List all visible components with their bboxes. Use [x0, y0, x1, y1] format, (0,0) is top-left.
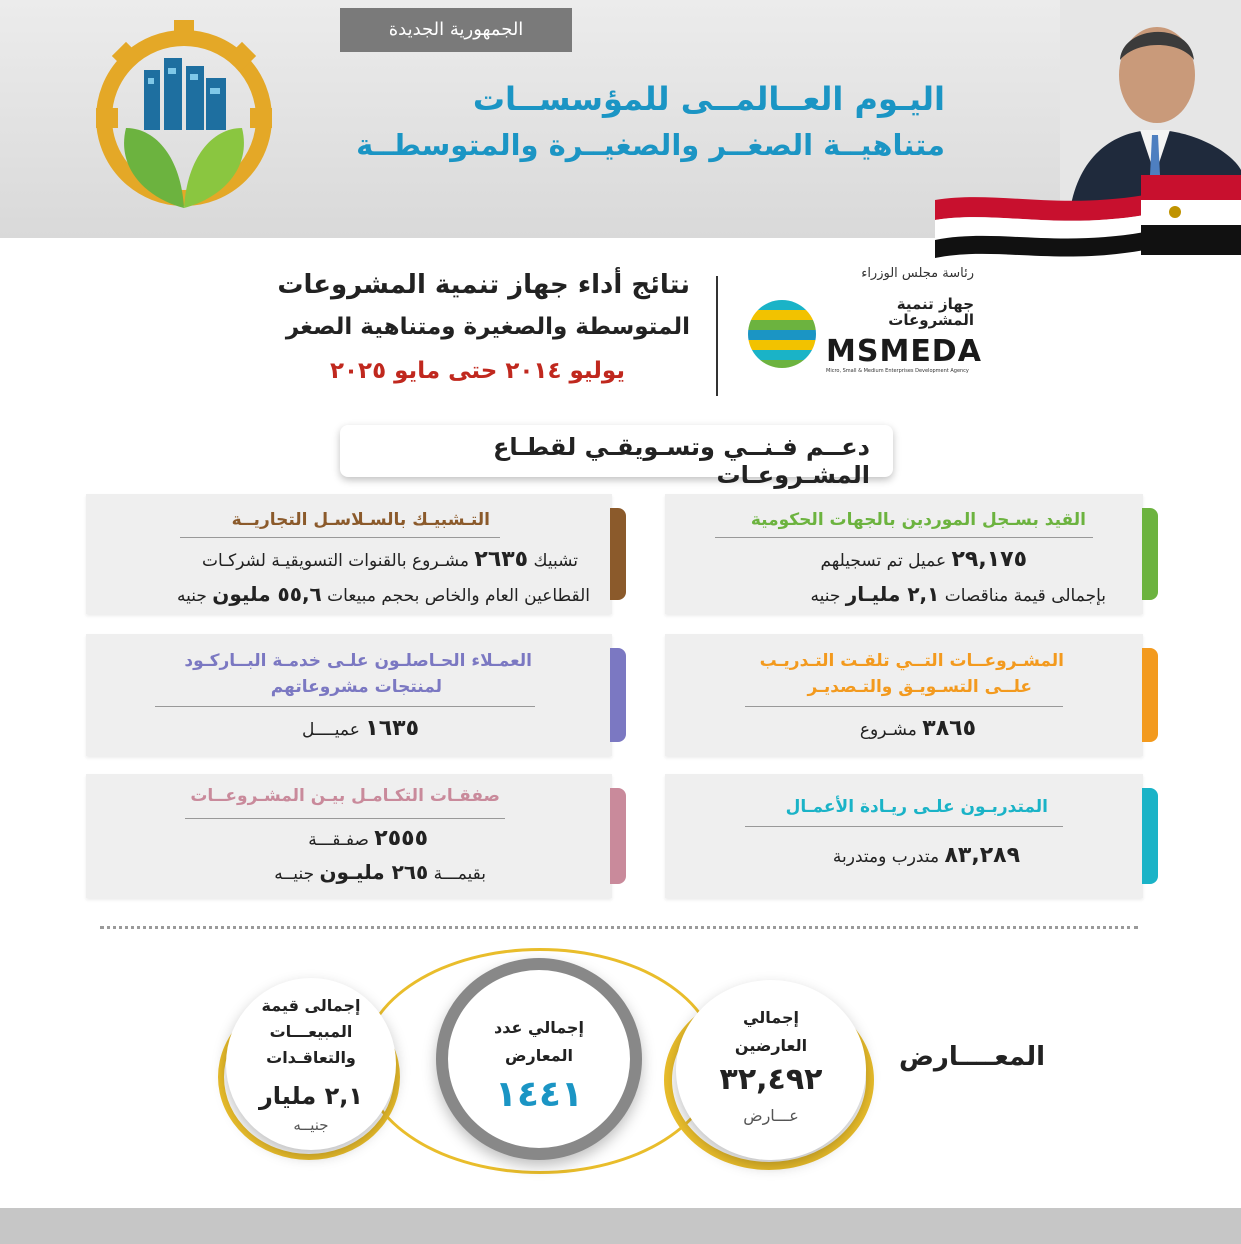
card-integration-line1 [200, 826, 428, 851]
integration-line2-prefix: بقيمـــة [433, 864, 486, 884]
card-networking-rule [180, 537, 500, 538]
card-networking-accent [610, 508, 626, 600]
card-barcode-title-line2: لمنتجات مشروعاتهم [270, 677, 442, 697]
org-name-english-full: Micro, Small & Medium Enterprises Development Agency [826, 368, 969, 374]
results-title-line1: نتائج أداء جهاز تنمية المشروعات [277, 270, 690, 300]
card-entrepreneurship-line1 [700, 843, 1020, 868]
sales-circle [226, 978, 396, 1150]
sales-label-line3: والتعاقـدات [266, 1048, 356, 1067]
card-training-rule [745, 706, 1063, 707]
factory-gear-logo [86, 8, 282, 226]
page-subtitle: متناهيــة الصغــر والصغيــرة والمتوسطــة [356, 128, 945, 162]
exhibitors-label-line2: العارضين [734, 1036, 808, 1055]
card-barcode-line1 [200, 716, 419, 741]
card-suppliers-line1 [700, 547, 1027, 572]
card-barcode-title-line1: العمـلاء الحـاصلـون علـى خدمـة البــاركـود [184, 651, 532, 671]
suppliers-value-suffix: عميل تم تسجيلهم [820, 551, 947, 571]
networking-line1-prefix: تشبيك [533, 551, 578, 571]
barcode-value-suffix: عميــــل [301, 720, 360, 740]
card-integration-title: صفقـات التكـامـل بيـن المشـروعــات [190, 786, 500, 806]
networking-line1-value: ٢٦٣٥ [474, 547, 529, 572]
results-period: يوليو ٢٠١٤ حتى مايو ٢٠٢٥ [329, 358, 625, 384]
page-title: اليـوم العــالمــى للمؤسســات [472, 80, 945, 118]
card-integration-line2 [200, 860, 486, 884]
entrepreneurship-value: ٨٣,٢٨٩ [944, 843, 1020, 868]
networking-line1-suffix: مشـروع بالقنوات التسويقيـة لشركـات [201, 551, 469, 571]
integration-value-suffix: صفـقـــة [308, 830, 369, 850]
section-title: دعــم فـنــي وتسـويقـي لقطـاع المشـروعـات [492, 433, 870, 489]
card-barcode-rule [155, 706, 535, 707]
org-name-arabic: جهاز تنمية المشروعات [888, 295, 974, 329]
networking-line2-value: ٥٥,٦ مليون [212, 582, 322, 606]
header-tab: الجمهورية الجديدة [340, 8, 572, 52]
suppliers-line2-value: ٢,١ مليـار [845, 582, 940, 606]
exhibitions-count-label-line2: المعارض [505, 1046, 573, 1065]
suppliers-line2-suffix: جنيه [810, 586, 841, 606]
integration-value: ٢٥٥٥ [374, 826, 428, 851]
training-value: ٣٨٦٥ [922, 716, 976, 741]
exhibitors-circle [676, 980, 866, 1160]
card-networking-line1 [100, 547, 578, 572]
org-name-english: MSMEDA [826, 334, 982, 369]
card-entrepreneurship-accent [1142, 788, 1158, 884]
exhibitions-label: المعــــارض [898, 1042, 1045, 1072]
card-barcode-accent [610, 648, 626, 742]
suppliers-value: ٢٩,١٧٥ [951, 547, 1027, 572]
exhibitions-count-value: ١٤٤١ [495, 1074, 583, 1115]
card-networking-title: التـشبيـك بالسـلاسـل التجاريــة [231, 510, 490, 530]
card-training-accent [1142, 648, 1158, 742]
card-training-line1 [700, 716, 976, 741]
barcode-value: ١٦٣٥ [365, 716, 419, 741]
card-training-title-line1: المشـروعــات التــي تلقـت التـدريـب [759, 651, 1064, 671]
integration-line2-value: ٢٦٥ مليـون [319, 860, 429, 884]
exhibitors-unit: عـــارض [743, 1106, 799, 1125]
exhibitors-label-line1: إجمالي [743, 1008, 799, 1027]
networking-line2-suffix: جنيه [176, 586, 207, 606]
sales-label-line1: إجمالى قيمة [261, 996, 361, 1015]
msmeda-globe-icon [746, 298, 818, 370]
card-networking-line2 [100, 582, 590, 606]
sales-unit: جنيــه [293, 1116, 329, 1134]
card-integration-rule [185, 818, 505, 819]
exhibitors-value: ٣٢,٤٩٢ [719, 1062, 823, 1097]
cabinet-label: رئاسة مجلس الوزراء [861, 266, 974, 281]
vertical-divider [716, 276, 718, 396]
card-training-title-line2: علــى التسـويـق والتـصديـر [807, 677, 1032, 697]
egypt-flag [935, 170, 1241, 260]
networking-line2-prefix: القطاعين العام والخاص بحجم مبيعات [327, 586, 590, 606]
card-entrepreneurship [665, 774, 1143, 898]
card-entrepreneurship-rule [745, 826, 1063, 827]
card-suppliers-line2 [700, 582, 1106, 606]
suppliers-line2-prefix: بإجمالى قيمة مناقصات [944, 586, 1106, 606]
sales-value: ٢,١ مليار [258, 1082, 364, 1110]
training-value-suffix: مشـروع [859, 720, 917, 740]
integration-line2-suffix: جنيــه [274, 864, 315, 884]
entrepreneurship-value-suffix: متدرب ومتدربة [832, 847, 940, 867]
dotted-divider [100, 926, 1138, 929]
footer-bar [0, 1208, 1241, 1244]
sales-label-line2: المبيعـــات [269, 1022, 353, 1041]
card-suppliers-title: القيد بسـجل الموردين بالجهات الحكومية [750, 510, 1086, 530]
card-suppliers-rule [715, 537, 1093, 538]
exhibitions-count-label-line1: إجمالي عدد [494, 1018, 584, 1037]
card-suppliers-accent [1142, 508, 1158, 600]
exhibitions-count-circle [436, 958, 642, 1160]
results-title-line2: المتوسطة والصغيرة ومتناهية الصغر [285, 314, 690, 340]
card-integration-accent [610, 788, 626, 884]
card-entrepreneurship-title: المتدربـون علـى ريـادة الأعمـال [785, 797, 1048, 817]
